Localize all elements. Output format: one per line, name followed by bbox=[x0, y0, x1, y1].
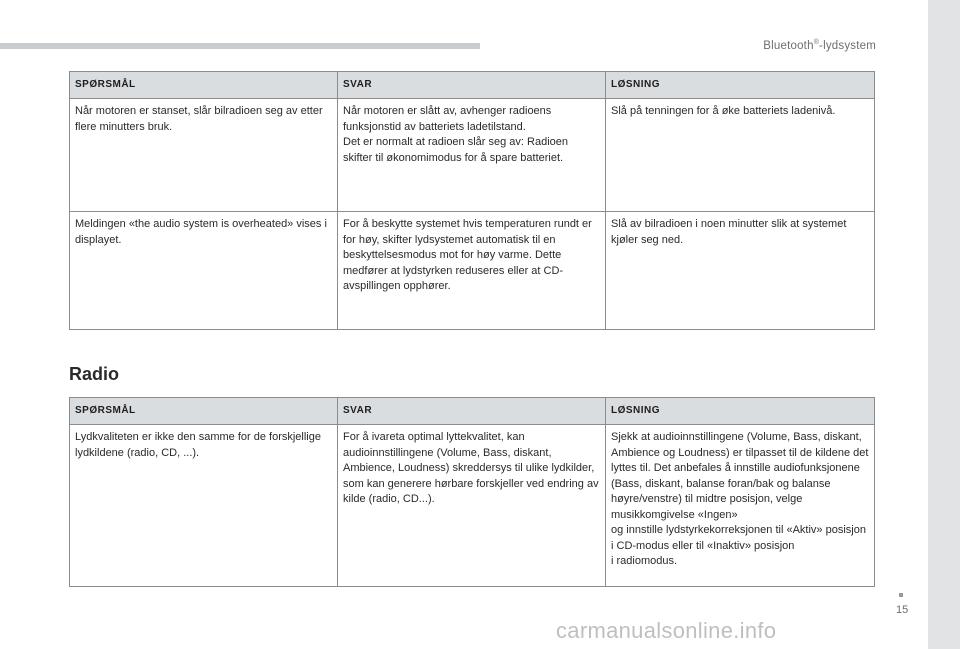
column-header-question: SPØRSMÅL bbox=[70, 398, 338, 425]
column-header-answer: SVAR bbox=[338, 398, 606, 425]
watermark-text: carmanualsonline.info bbox=[556, 618, 777, 643]
column-header-solution: LØSNING bbox=[606, 72, 875, 99]
column-header-answer: SVAR bbox=[338, 72, 606, 99]
page-marker-dot bbox=[899, 593, 903, 597]
answer-cell: For å beskytte systemet hvis temperaturen rundt er for høy, skifter lydsystemet automatisk til en beskyttelsesmodus mot for høy varme. Dette medfører at lydstyrken reduseres eller at CD-avspillingen opphører. bbox=[338, 212, 606, 330]
section-heading-radio: Radio bbox=[69, 364, 120, 384]
question-cell: Lydkvaliteten er ikke den samme for de forskjellige lydkildene (radio, CD, ...). bbox=[70, 425, 338, 587]
table-row bbox=[70, 425, 875, 587]
header-title-text: Bluetooth bbox=[763, 39, 814, 52]
column-header-solution: LØSNING bbox=[606, 398, 875, 425]
question-cell: Meldingen «the audio system is overheated» vises i displayet. bbox=[70, 212, 338, 330]
answer-cell: For å ivareta optimal lyttekvalitet, kan audioinnstillingene (Volume, Bass, diskant, Ambience, Loudness) skreddersys til ulike lydkilder, som kan generere hørbare forskjeller ved endring av kilde (radio, CD...). bbox=[338, 425, 606, 587]
troubleshooting-table bbox=[69, 71, 875, 330]
radio-troubleshooting-table bbox=[69, 397, 875, 587]
table-row bbox=[70, 212, 875, 330]
table-header-row bbox=[70, 72, 875, 99]
question-cell: Når motoren er stanset, slår bilradioen seg av etter flere minutters bruk. bbox=[70, 99, 338, 212]
solution-cell: Slå av bilradioen i noen minutter slik at systemet kjøler seg ned. bbox=[606, 212, 875, 330]
table-header-row bbox=[70, 398, 875, 425]
solution-cell: Slå på tenningen for å øke batteriets ladenivå. bbox=[606, 99, 875, 212]
table-row bbox=[70, 99, 875, 212]
page-edge-bar bbox=[928, 0, 960, 649]
solution-cell: Sjekk at audioinnstillingene (Volume, Bass, diskant, Ambience og Loudness) er tilpasset til de kildene det lyttes til. Det anbefales å innstille audiofunksjonene (Bass, diskant, balanse foran/bak og balanse høyre/venstre) til midtre posisjon, velge musikkomgivelse «Ingen» og innstille lydstyrkekorreksjonen til «Aktiv» posisjon i CD-modus eller til «Inaktiv» posisjon i radiomodus. bbox=[606, 425, 875, 587]
registered-mark: ® bbox=[813, 39, 820, 46]
answer-cell: Når motoren er slått av, avhenger radioens funksjonstid av batteriets ladetilstand. Det er normalt at radioen slår seg av: Radioen skifter til økonomimodus for å spare batteriet. bbox=[338, 99, 606, 212]
running-header bbox=[763, 39, 876, 52]
column-header-question: SPØRSMÅL bbox=[70, 72, 338, 99]
header-rule bbox=[0, 43, 480, 49]
page-number: 15 bbox=[896, 604, 909, 616]
header-title-suffix: -lydsystem bbox=[819, 39, 876, 52]
